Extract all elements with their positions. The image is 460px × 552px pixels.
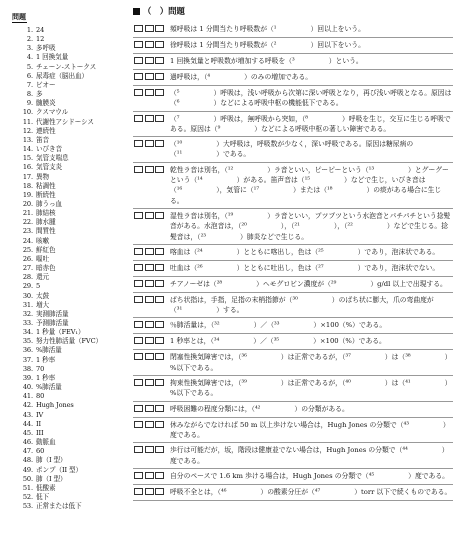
question-item [133,86,453,112]
answer-number: 31. [22,300,33,309]
answer-text: 粘調性 [36,181,56,190]
question-text: 呼吸不全とは，（⁴⁶ ）の酸素分圧が（⁴⁷ ）torr 以下で続くものである。 [170,487,452,496]
answer-text: 多 [36,90,43,99]
answer-number: 43. [22,410,33,419]
question-item [133,376,453,402]
answer-number: 19. [22,190,33,199]
check-box[interactable] [134,421,143,428]
question-text: 呼吸困難の程度分類には，（⁴² ）の分類がある。 [170,404,349,413]
answer-number: 41. [22,392,33,401]
answer-number: 6. [26,71,33,80]
answer-text: 1 回換気量 [36,53,69,62]
answer-item [12,282,124,291]
answer-number: 12. [22,126,33,135]
answer-list [12,4,124,552]
answer-item [12,493,124,502]
check-box[interactable] [155,353,164,360]
answer-number: 48. [22,456,33,465]
check-box[interactable] [145,41,154,48]
answer-text: 肺うっ血 [36,199,62,208]
question-text: チアノーゼは（²⁸ ）ヘモグロビン濃度が（²⁹ ）g/dl 以上で出現する。 [170,279,447,288]
question-section-title [133,4,453,18]
check-box[interactable] [134,296,143,303]
answer-item [12,411,124,420]
answer-text: 暗赤色 [36,264,56,273]
check-box[interactable] [155,488,164,495]
question-item [133,443,453,469]
check-box[interactable] [145,446,154,453]
answer-number: 10. [22,108,33,117]
answer-number: 37. [22,355,33,364]
answer-text: 増大 [36,300,49,309]
answer-item [12,63,124,72]
answer-item [12,374,124,383]
check-box[interactable] [134,89,143,96]
answer-item [12,356,124,365]
question-title-text: （ ）問題 [143,6,185,16]
check-box[interactable] [145,421,154,428]
answer-number: 35. [22,337,33,346]
answer-text: 1 秒率 [36,373,56,382]
question-text: （⁷ ）呼吸は，無呼吸から突如，（⁸ ）呼吸を生じ，交互に生じる呼吸である。原因は（⁹ ）などによる呼吸中枢の著しい障害である。 [170,114,451,133]
answer-text: %肺活量 [36,383,62,392]
answer-text: 髄膜炎 [36,99,56,108]
answer-item [12,90,124,99]
check-box[interactable] [134,73,143,80]
question-text: 乾性ラ音は別名，（¹² ）ラ音といい，ピーピーという（¹³ ）とグーグーという（¹⁴ ）がある。笛声音は（¹⁵ ）などで生じ，いびき音は（¹⁶ ），気管に（¹⁷ ）または（¹⁸ ）の痰がある場合に生じる。 [170,165,449,205]
check-box[interactable] [134,280,143,287]
answer-item [12,72,124,81]
answer-number: 3. [26,44,33,53]
check-box[interactable] [134,446,143,453]
answer-text: いびき音 [36,145,62,154]
answer-item [12,246,124,255]
question-text: ばち状指は，手指，足指の末梢指節が（³⁰ ）のばち状に膨大，爪の弯曲度が（³¹ ）する。 [170,295,434,315]
answer-number: 25. [22,245,33,254]
answer-number: 33. [22,319,33,327]
answer-text: 24 [36,26,45,34]
check-box[interactable] [134,115,143,122]
answer-item [12,392,124,401]
answer-item [12,136,124,145]
answer-number: 21. [22,209,33,218]
answer-number: 49. [22,465,33,474]
check-box[interactable] [145,212,154,219]
answer-text: 尿毒症（脳出血） [36,71,88,80]
checkbox-group [134,115,164,122]
answer-number: 11. [22,117,33,126]
check-box[interactable] [155,264,164,271]
check-box[interactable] [155,296,164,303]
answer-item [12,255,124,264]
answer-text: ビオー [36,80,56,89]
checkbox-group [134,166,164,173]
check-box[interactable] [155,337,164,344]
checkbox-group [134,89,164,96]
check-box[interactable] [134,321,143,328]
answer-number: 27. [22,264,33,273]
answer-number: 9. [26,99,33,108]
checkbox-group [134,488,164,495]
black-square-icon [133,8,140,15]
check-box[interactable] [155,421,164,428]
checkbox-group [134,140,164,147]
check-box[interactable] [155,140,164,147]
question-item [133,38,453,54]
check-box[interactable] [155,73,164,80]
question-text: 頻呼吸は 1 分間当たり呼吸数が（¹ ）回以上をいう。 [170,25,365,33]
check-box[interactable] [145,166,154,173]
answer-text: 実測肺活量 [36,309,69,318]
answer-item [12,163,124,172]
checkbox-group [134,472,164,479]
answer-item [12,383,124,392]
check-box[interactable] [155,57,164,64]
answer-number: 46. [22,438,33,447]
answer-item [12,447,124,456]
answer-text: 60 [36,447,45,456]
answer-item [12,154,124,163]
question-text: （⁵ ）呼吸は，浅い呼吸から次第に深い呼吸となり，再び浅い呼吸となる。原因は（⁶ ）などによる呼吸中枢の機能低下である。 [170,89,452,108]
checkbox-group [134,280,164,287]
answer-number: 13. [22,135,33,144]
answer-number: 18. [22,181,33,190]
answer-item [12,292,124,301]
checkbox-group [134,212,164,219]
check-box[interactable] [134,379,143,386]
check-box[interactable] [145,248,154,255]
answer-text: III [36,428,44,437]
check-box[interactable] [155,321,164,328]
check-box[interactable] [134,264,143,271]
check-box[interactable] [155,280,164,287]
question-item [133,209,453,245]
answer-item [12,264,124,273]
answer-number: 1. [26,26,33,34]
answer-text: 低下 [36,492,49,501]
answer-item [12,53,124,62]
answer-number: 53. [22,502,33,511]
answer-item [12,209,124,218]
answer-item [12,81,124,90]
answer-number: 44. [22,419,33,428]
check-box[interactable] [134,405,143,412]
question-item [133,245,453,261]
answer-item [12,108,124,117]
answer-number: 5. [26,62,33,71]
check-box[interactable] [145,73,154,80]
question-text: 歩行は可能だが，坂，階段は健康並でない場合は，Hugh Jones の分類で（⁴⁴ ）度である。 [170,446,449,465]
answer-number: 38. [22,364,33,373]
answer-text: 咳嗽 [36,236,49,245]
answer-item [12,365,124,374]
check-box[interactable] [145,337,154,344]
question-text: 喀血は（²⁴ ）とともに喀出し，色は（²⁵ ）であり，泡沫状である。 [170,247,440,256]
question-item [133,293,453,319]
answer-item [12,200,124,209]
question-item [133,350,453,376]
answer-text: 多呼吸 [36,44,56,53]
answer-text: 5 [36,282,41,291]
answer-number: 34. [22,328,33,337]
answer-text: 1 秒率 [36,355,56,364]
checkbox-group [134,248,164,255]
check-box[interactable] [155,446,164,453]
question-item [133,54,453,70]
check-box[interactable] [145,321,154,328]
question-text: 過呼吸は，（⁴ ）のみの増加である。 [170,73,313,81]
question-text: 拘束性換気障害では，（³⁹ ）は正常であるが，（⁴⁰ ）は（⁴¹ ）%以下である。 [170,379,452,398]
answer-item [12,237,124,246]
checkbox-group [134,379,164,386]
check-box[interactable] [145,488,154,495]
answer-text: 肺（I 型） [36,456,67,465]
question-text: 1 回換気量と呼吸数が増加する呼吸を（³ ）という。 [170,57,363,65]
checkbox-group [134,296,164,303]
answer-item [12,301,124,310]
checkbox-group [134,41,164,48]
question-item [133,137,453,163]
answer-text: 気管支炎 [36,163,62,172]
check-box[interactable] [155,212,164,219]
answer-item [12,35,124,44]
question-item [133,277,453,293]
question-item [133,22,453,38]
answer-text: 気管支喘息 [36,154,69,163]
answer-text: IV [36,410,44,419]
answer-text: 12 [36,35,45,44]
check-box[interactable] [134,140,143,147]
answer-number: 16. [22,163,33,172]
answer-item [12,420,124,429]
answer-item [12,173,124,182]
check-box[interactable] [134,166,143,173]
check-box[interactable] [155,379,164,386]
check-box[interactable] [134,488,143,495]
check-box[interactable] [145,353,154,360]
answer-item [12,328,124,337]
check-box[interactable] [145,379,154,386]
answer-number: 2. [26,35,33,44]
answer-text: 低酸素 [36,483,56,492]
question-item [133,418,453,444]
answer-item [12,218,124,227]
answer-number: 45. [22,428,33,437]
answer-item [12,182,124,191]
check-box[interactable] [134,248,143,255]
question-item [133,469,453,485]
check-box[interactable] [155,25,164,32]
answer-text: 間質性 [36,227,56,236]
question-text: 自分のペースで 1.6 km 歩ける場合は，Hugh Jones の分類で（⁴⁵ ）度である。 [170,471,449,480]
checkbox-group [134,421,164,428]
answer-text: 異物 [36,172,49,181]
answer-text: 鮮紅色 [36,245,56,254]
checkbox-group [134,353,164,360]
answer-item [12,44,124,53]
answer-text: II [36,419,42,428]
answer-item [12,456,124,465]
question-text: （¹⁰ ）大呼吸は，呼吸数が少なく，深い呼吸である。原因は糖尿病の（¹¹ ）である。 [170,140,414,159]
answer-item [12,475,124,484]
answer-item [12,273,124,282]
check-box[interactable] [145,405,154,412]
answer-text: 笛音 [36,135,49,144]
answer-text: 代謝性アシドーシス [36,117,94,126]
answer-text: 還元 [36,273,49,282]
check-box[interactable] [145,140,154,147]
answer-number: 4. [26,53,33,62]
answer-number: 7. [26,80,33,89]
answer-text: 努力性肺活量（FVC） [36,337,103,346]
question-item [133,163,453,209]
check-box[interactable] [134,57,143,64]
answer-number: 17. [22,172,33,181]
question-text: 吐血は（²⁶ ）とともに吐出し，色は（²⁷ ）であり，泡沫状でない。 [170,263,440,272]
check-box[interactable] [155,41,164,48]
answer-number: 47. [22,447,33,456]
answer-text: 断続性 [36,190,56,199]
checkbox-group [134,446,164,453]
check-box[interactable] [134,41,143,48]
answer-text: 肺結核 [36,209,56,218]
question-items [133,22,453,501]
answer-number: 40. [22,383,33,392]
check-box[interactable] [155,89,164,96]
question-item [133,402,453,418]
answer-text: 1 秒量（FEV₁） [36,328,85,337]
question-item [133,70,453,86]
checkbox-group [134,73,164,80]
question-list [133,4,453,552]
answer-item [12,26,124,35]
check-box[interactable] [145,89,154,96]
answer-text: クスマウル [36,108,69,117]
checkbox-group [134,25,164,32]
checkbox-group [134,57,164,64]
check-box[interactable] [145,264,154,271]
answer-item [12,438,124,447]
check-box[interactable] [155,405,164,412]
answer-number: 26. [22,254,33,263]
question-item [133,318,453,334]
answer-item [12,99,124,108]
check-box[interactable] [155,115,164,122]
answer-text: チェーン-ストークス [36,62,97,71]
question-text: 1 秒率とは，（³⁴ ）／（³⁵ ）×100（%）である。 [170,337,386,346]
question-item [133,112,453,138]
check-box[interactable] [155,166,164,173]
answer-number: 52. [22,492,33,501]
checkbox-group [134,264,164,271]
answer-item [12,118,124,127]
answer-item [12,310,124,319]
answer-item [12,466,124,475]
check-box[interactable] [134,25,143,32]
answer-number: 15. [22,154,33,163]
answer-text: 正常または低下 [36,502,82,511]
check-box[interactable] [145,25,154,32]
answer-number: 28. [22,273,33,282]
answer-item [12,191,124,200]
answer-text: Hugh Jones [36,401,74,410]
answer-number: 14. [22,145,33,154]
check-box[interactable] [155,472,164,479]
check-box[interactable] [134,337,143,344]
answer-text: 太鼓 [36,291,49,300]
answer-text: 連続性 [36,126,56,135]
answer-number: 32. [22,309,33,318]
checkbox-group [134,337,164,344]
question-text: 休みながらでなければ 50 m 以上歩けない場合は，Hugh Jones の分類で（⁴³ ）度である。 [170,420,450,439]
check-box[interactable] [145,296,154,303]
answer-number: 20. [22,199,33,208]
answer-item [12,484,124,493]
answer-text: 70 [36,364,45,373]
answer-item [12,227,124,236]
answer-items [12,26,124,511]
checkbox-group [134,321,164,328]
answer-number: 24. [22,236,33,245]
question-item [133,485,453,501]
check-box[interactable] [134,472,143,479]
answer-item [12,429,124,438]
answer-number: 42. [22,401,33,410]
answer-text: 動脈血 [36,438,56,447]
answer-number: 29. [22,282,33,291]
checkbox-group [134,405,164,412]
answer-text: 肺（I 型） [36,474,67,483]
question-text: 徐呼吸は 1 分間当たり呼吸数が（² ）回以下をいう。 [170,41,365,49]
check-box[interactable] [134,353,143,360]
check-box[interactable] [145,472,154,479]
question-text: 湿性ラ音は別名，（¹⁹ ）ラ音といい，プツプツという水泡音とパチパチという捻髪音がある。水泡音は，（²⁰ ），（²¹ ），（²² ）などで生じる。捻髪音は，（²³ ）肺炎などで生じる。 [170,211,451,241]
question-text: 閉塞性換気障害では，（³⁶ ）は正常であるが，（³⁷ ）は（³⁸ ）%以下である。 [170,353,452,372]
answer-text: %肺活量 [36,346,62,355]
answer-list-header: 問題 [12,13,26,21]
check-box[interactable] [134,212,143,219]
answer-item [12,502,124,511]
question-text: ％肺活量は，（³² ）／（³³ ）×100（%）である。 [170,321,387,330]
answer-item [12,145,124,154]
check-box[interactable] [145,280,154,287]
answer-text: 嘔吐 [36,254,49,263]
answer-text: ポンプ（II 型） [36,465,82,474]
answer-number: 50. [22,474,33,483]
answer-text: 肺水腫 [36,218,56,227]
check-box[interactable] [155,248,164,255]
answer-number: 22. [22,218,33,227]
answer-item [12,346,124,355]
answer-number: 8. [26,90,33,99]
check-box[interactable] [145,57,154,64]
answer-number: 23. [22,227,33,236]
answer-item [12,127,124,136]
answer-text: 80 [36,392,45,401]
answer-number: 39. [22,373,33,382]
answer-number: 36. [22,346,33,355]
answer-number: 51. [22,483,33,492]
question-item [133,261,453,277]
answer-item [12,337,124,346]
question-item [133,334,453,350]
check-box[interactable] [145,115,154,122]
answer-number: 30. [22,291,33,300]
answer-item [12,401,124,410]
answer-text: 予測肺活量 [36,319,69,327]
answer-item [12,319,124,328]
